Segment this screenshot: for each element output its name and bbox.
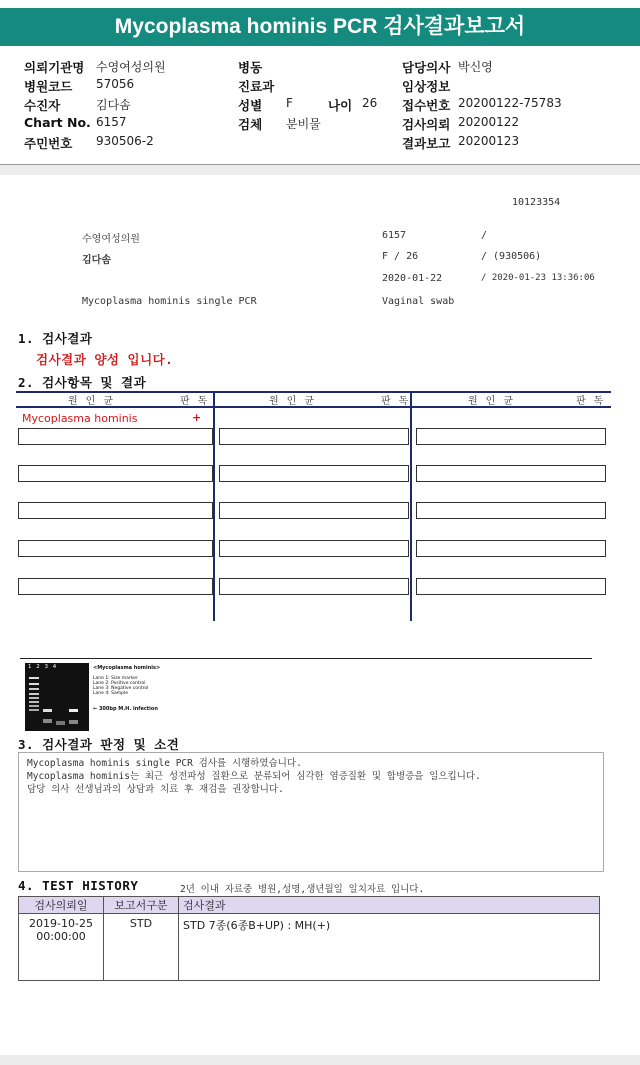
sheet-received: 2020-01-22: [382, 273, 443, 284]
sheet-reported: / 2020-01-23 13:36:06: [481, 273, 595, 283]
hospital-code-label: 병원코드: [24, 79, 73, 94]
section1-heading: 1. 검사결과: [18, 331, 93, 346]
clinic-value: 수영여성의원: [96, 60, 166, 74]
doctor-label: 담당의사: [402, 60, 451, 75]
col-cause-header-2: 원 인 균: [269, 396, 316, 407]
patient-header: [0, 52, 640, 164]
report-date-label: 결과보고: [402, 136, 451, 151]
col-cause-header-1: 원 인 균: [68, 396, 115, 407]
gel-figure: [20, 658, 592, 732]
result-cell: [18, 502, 213, 519]
doctor-value: 박신영: [458, 60, 493, 74]
chart-no-value: 6157: [96, 115, 127, 129]
gel-band-label: 300bp M.H. infection: [98, 706, 158, 712]
specimen-value: 분비물: [286, 117, 321, 131]
result-cell: [219, 540, 409, 557]
section4-heading: 4. TEST HISTORY: [18, 878, 139, 893]
opinion-line-3: 담당 의사 선생님과의 상담과 치료 후 재검을 권장합니다.: [27, 784, 284, 795]
request-date-label: 검사의뢰: [402, 117, 451, 132]
sex-label: 성별: [238, 98, 263, 113]
sheet-sex-age: F / 26: [382, 251, 419, 262]
history-result: STD 7종(6종B+UP) : MH(+): [179, 914, 600, 981]
result-cell: [18, 578, 213, 595]
col-cause-header-3: 원 인 균: [468, 396, 515, 407]
grid-divider-1: [213, 391, 215, 621]
gel-legend-4: Lane 4: Sample: [93, 691, 128, 696]
history-time: 00:00:00: [36, 930, 86, 943]
sheet-patient: 김다솜: [82, 255, 111, 266]
grid-divider-2: [410, 391, 412, 621]
receipt-no-label: 접수번호: [402, 98, 451, 113]
gel-image: [25, 663, 89, 731]
resident-no-label: 주민번호: [24, 136, 73, 151]
positive-result-text: 검사결과 양성 입니다.: [36, 352, 174, 367]
gel-legend-3: Lane 3: Negative control: [93, 686, 149, 691]
organism-name: Mycoplasma hominis: [22, 412, 138, 425]
chart-no-label: Chart No.: [24, 115, 91, 130]
history-col-type: 보고서구분: [104, 897, 179, 914]
organism-result-mark: +: [192, 411, 202, 424]
result-grid: [16, 391, 611, 621]
result-cell: [416, 502, 606, 519]
table-row: [19, 914, 600, 981]
gel-legend-2: Lane 2: Positive control: [93, 681, 146, 686]
history-col-result: 검사결과: [179, 897, 600, 914]
result-cell: [18, 465, 213, 482]
history-header-row: [19, 897, 600, 914]
gel-legend-1: Lane 1: Size marker: [93, 676, 138, 681]
arrow-icon: ←: [93, 706, 98, 712]
history-date-cell: [19, 914, 104, 981]
age-label: 나이: [328, 98, 353, 113]
page-footer-band: [0, 1055, 640, 1065]
gel-bands: [25, 663, 89, 731]
report-title: Mycoplasma hominis PCR 검사결과보고서: [0, 8, 640, 46]
gel-lane-numbers: 1 2 3 4: [28, 664, 58, 670]
sex-value: F: [286, 96, 293, 110]
sheet-slash: /: [481, 230, 488, 241]
history-type: STD: [104, 914, 179, 981]
result-cell: [18, 428, 213, 445]
history-col-date: 검사의뢰일: [19, 897, 104, 914]
sheet-test-name: Mycoplasma hominis single PCR: [82, 296, 257, 307]
history-table: [18, 896, 600, 981]
department-label: 진료과: [238, 79, 275, 94]
result-cell: [18, 540, 213, 557]
section3-heading: 3. 검사결과 판정 및 소견: [18, 737, 180, 752]
hospital-code-value: 57056: [96, 77, 135, 91]
request-date-value: 20200122: [458, 115, 520, 129]
history-date: 2019-10-25: [29, 917, 93, 930]
sheet-dob: / (930506): [481, 251, 542, 262]
opinion-line-1: Mycoplasma hominis single PCR 검사를 시행하였습니다.: [27, 758, 302, 769]
col-judge-header-3: 판 독: [576, 396, 605, 407]
result-cell: [219, 428, 409, 445]
sheet-chart: 6157: [382, 230, 407, 241]
result-cell: [219, 465, 409, 482]
ward-label: 병동: [238, 60, 263, 75]
section2-heading: 2. 검사항목 및 결과: [18, 375, 147, 390]
patient-label: 수진자: [24, 98, 61, 113]
clinical-info-label: 임상정보: [402, 79, 451, 94]
sheet-specimen: Vaginal swab: [382, 296, 455, 307]
report-date-value: 20200123: [458, 134, 520, 148]
document-number: 10123354: [512, 197, 561, 208]
clinic-label: 의뢰기관명: [24, 60, 85, 75]
result-cell: [416, 578, 606, 595]
col-judge-header-2: 판 독: [381, 396, 410, 407]
result-cell: [416, 465, 606, 482]
resident-no-value: 930506-2: [96, 134, 154, 148]
opinion-line-2: Mycoplasma hominis는 최근 성전파성 질환으로 분류되어 심각한 염증질환 및 합병증을 일으킵니다.: [27, 771, 481, 782]
result-cell: [416, 540, 606, 557]
result-cell: [219, 578, 409, 595]
col-judge-header-1: 판 독: [180, 396, 209, 407]
gel-title: <Mycoplasma hominis>: [93, 665, 161, 671]
patient-value: 김다솜: [96, 98, 131, 112]
sheet-clinic: 수영여성의원: [82, 234, 140, 245]
opinion-box: [18, 752, 604, 872]
result-cell: [219, 502, 409, 519]
age-value: 26: [362, 96, 378, 110]
gel-caption: [93, 663, 293, 729]
specimen-label: 검체: [238, 117, 263, 132]
result-cell: [416, 428, 606, 445]
receipt-no-value: 20200122-75783: [458, 96, 562, 110]
page-gap: [0, 165, 640, 175]
history-note: 2년 이내 자료중 병원,성명,생년월일 일치자료 입니다.: [180, 884, 425, 895]
